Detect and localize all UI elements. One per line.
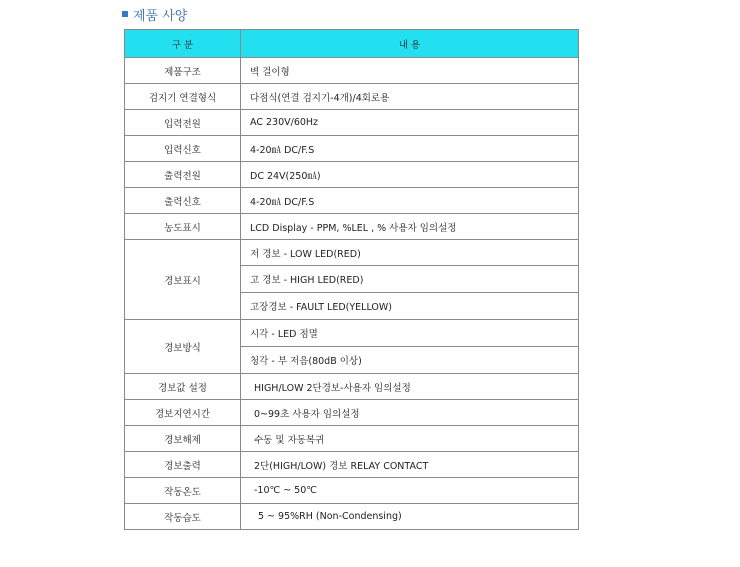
header-content: 내 용 (241, 30, 579, 58)
table-row (125, 426, 579, 452)
row-label: 경보표시 (125, 240, 241, 320)
table-row (125, 84, 579, 110)
table-row (125, 240, 579, 266)
row-value: 저 경보 - LOW LED(RED) (241, 240, 579, 266)
table-row (125, 162, 579, 188)
row-value: 시각 - LED 점멸 (241, 320, 579, 347)
table-row (125, 452, 579, 478)
row-label: 입력신호 (125, 136, 241, 162)
row-value: 4-20㎃ DC/F.S (241, 136, 579, 162)
row-value: DC 24V(250㎃) (241, 162, 579, 188)
table-row (125, 400, 579, 426)
row-value: 0~99초 사용자 임의설정 (241, 400, 579, 426)
table-header-row (125, 30, 579, 58)
row-value: AC 230V/60Hz (241, 110, 579, 136)
row-value: HIGH/LOW 2단경보-사용자 임의설정 (241, 374, 579, 400)
row-value: 고장경보 - FAULT LED(YELLOW) (241, 293, 579, 320)
row-label: 작동습도 (125, 504, 241, 530)
table-row (125, 320, 579, 347)
row-label: 경보출력 (125, 452, 241, 478)
row-value: 5 ~ 95%RH (Non-Condensing) (241, 504, 579, 530)
row-value: 고 경보 - HIGH LED(RED) (241, 266, 579, 293)
table-row (125, 58, 579, 84)
row-label: 입력전원 (125, 110, 241, 136)
table-row (125, 478, 579, 504)
section-title (122, 4, 187, 24)
spec-table (124, 29, 579, 530)
table-row (125, 188, 579, 214)
row-value: -10℃ ~ 50℃ (241, 478, 579, 504)
row-value: 4-20㎃ DC/F.S (241, 188, 579, 214)
row-label: 경보값 설정 (125, 374, 241, 400)
row-label: 작동온도 (125, 478, 241, 504)
square-bullet-icon (122, 11, 128, 17)
row-value: 수동 및 자동복귀 (241, 426, 579, 452)
row-label: 검지기 연결형식 (125, 84, 241, 110)
row-value: 2단(HIGH/LOW) 경보 RELAY CONTACT (241, 452, 579, 478)
row-value: LCD Display - PPM, %LEL , % 사용자 임의설정 (241, 214, 579, 240)
row-label: 경보지연시간 (125, 400, 241, 426)
table-row (125, 110, 579, 136)
row-label: 출력신호 (125, 188, 241, 214)
table-row (125, 214, 579, 240)
row-label: 농도표시 (125, 214, 241, 240)
row-value: 청각 - 부 저음(80dB 이상) (241, 347, 579, 374)
row-value: 다점식(연결 검지기-4개)/4회로용 (241, 84, 579, 110)
row-label: 제품구조 (125, 58, 241, 84)
table-row (125, 374, 579, 400)
row-label: 경보방식 (125, 320, 241, 374)
row-label: 출력전원 (125, 162, 241, 188)
section-title-text: 제품 사양 (133, 8, 188, 24)
header-category: 구 분 (125, 30, 241, 58)
row-value: 벽 걸이형 (241, 58, 579, 84)
table-row (125, 136, 579, 162)
row-label: 경보해제 (125, 426, 241, 452)
table-row (125, 504, 579, 530)
